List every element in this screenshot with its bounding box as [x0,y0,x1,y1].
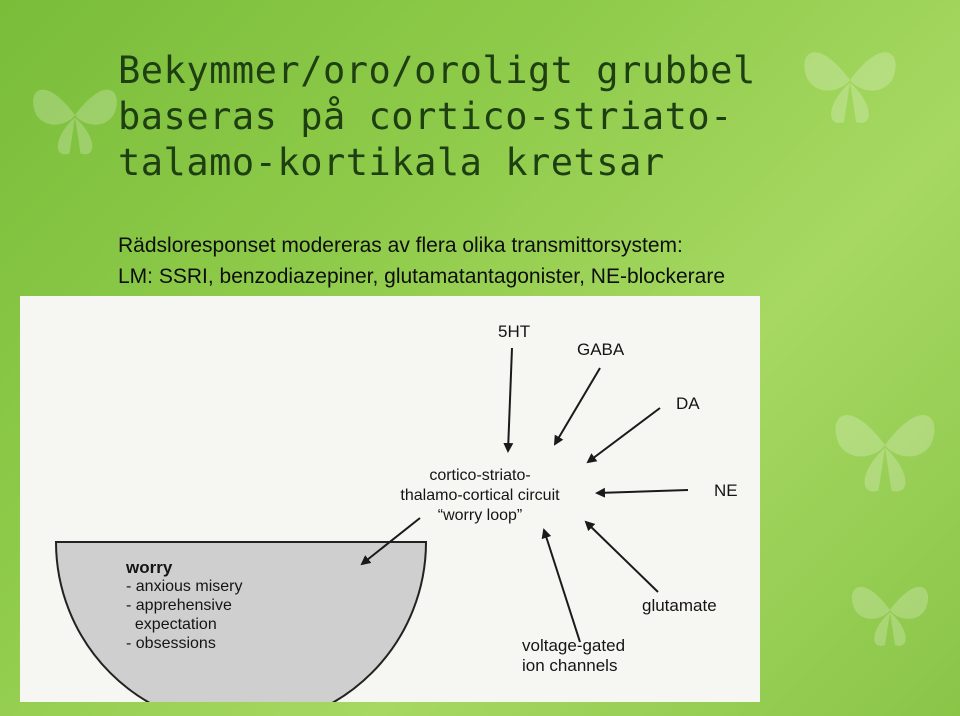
arrow-glutamate [586,522,658,592]
label-da: DA [676,394,700,413]
label-gaba: GABA [577,340,625,359]
slide-title [118,48,918,186]
arrow-da [588,408,660,462]
worry-title: worry [126,558,173,577]
title-line-2: baseras på cortico-striato- [118,95,733,138]
label-5ht: 5HT [498,322,531,341]
worry-description [126,558,242,653]
subtitle-line-2: LM: SSRI, benzodiazepiner, glutamatantagonister, NE-blockerare [118,265,726,288]
worry-loop-circuit-label: cortico-striato- thalamo-cortical circuit “worry loop” [400,467,560,524]
arrow-ion-channels [544,530,580,642]
butterfly-icon [20,60,130,170]
worry-loop-diagram [20,296,760,702]
label-ne: NE [714,481,738,500]
label-glutamate: glutamate [642,596,717,615]
worry-item: expectation [126,616,217,633]
label-ion-channels: voltage-gated ion channels [522,636,626,675]
butterfly-icon [840,560,940,660]
title-line-1: Bekymmer/oro/oroligt grubbel [118,49,756,92]
arrow-5ht [508,348,512,451]
subtitle-line-1: Rädsloresponset modereras av flera olika transmittorsystem: [118,234,683,257]
arrow-gaba [555,368,600,444]
slide-subtitle [118,230,948,292]
butterfly-icon [820,380,950,510]
worry-item: - apprehensive [126,597,232,614]
arrow-ne [597,490,688,493]
worry-item: - anxious misery [126,578,243,595]
worry-item: - obsessions [126,635,216,652]
title-line-3: talamo-kortikala kretsar [118,141,665,184]
